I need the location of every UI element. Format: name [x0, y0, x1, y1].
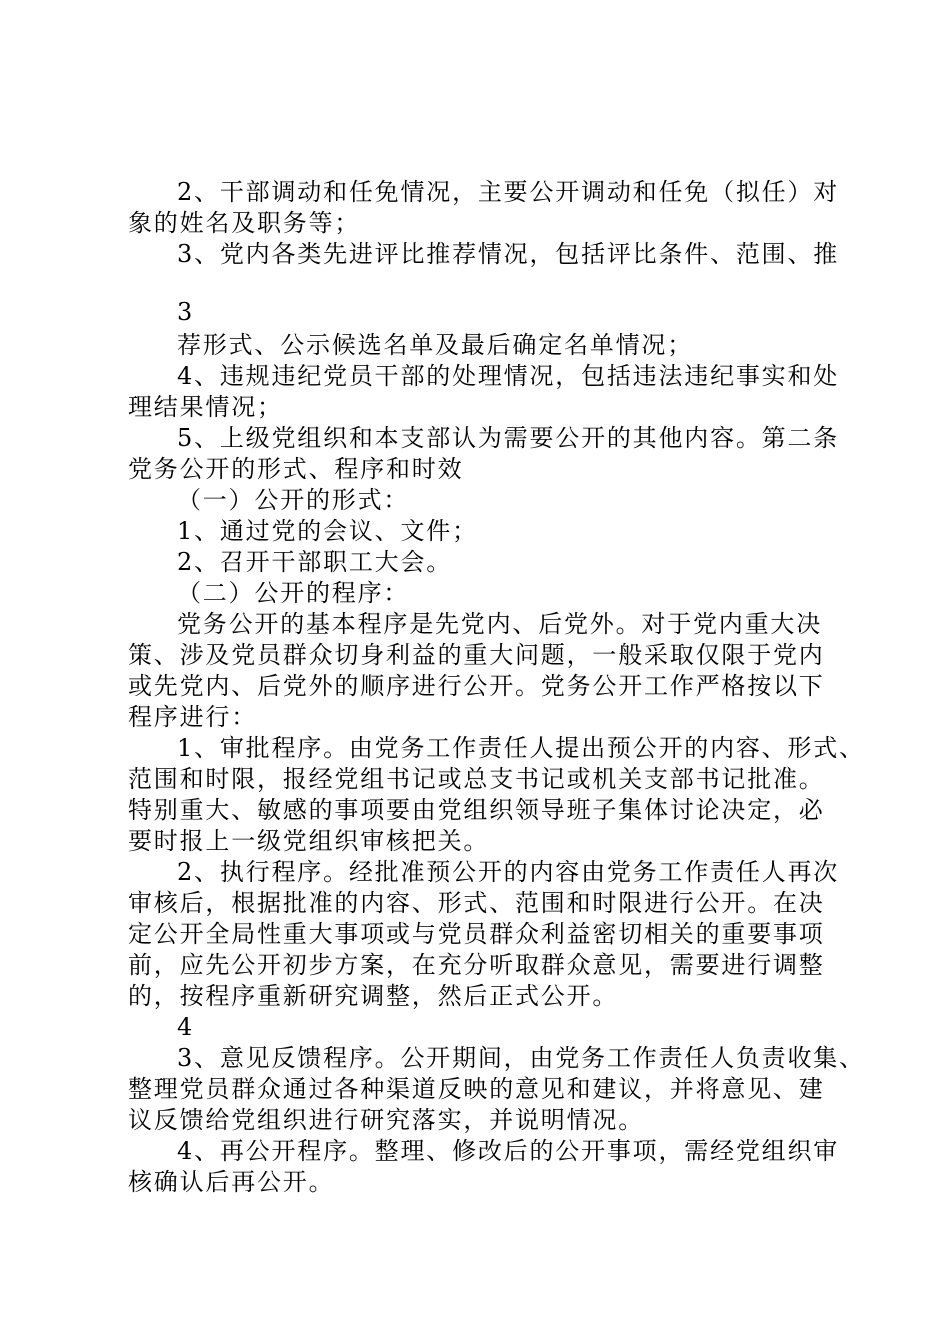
section-heading: （二）公开的程序：	[177, 579, 410, 607]
paragraph-line: 2、召开干部职工大会。	[177, 548, 453, 576]
paragraph-line: 核确认后再公开。	[128, 1168, 335, 1196]
paragraph-line: 象的姓名及职务等；	[128, 209, 361, 237]
paragraph-line: 策、涉及党员群众切身利益的重大问题，一般采取仅限于党内	[128, 641, 825, 669]
paragraph-line: 定公开全局性重大事项或与党员群众利益密切相关的重要事项	[128, 920, 825, 948]
paragraph-line: 2、干部调动和任免情况，主要公开调动和任免（拟任）对	[177, 178, 840, 206]
paragraph-line: 党务公开的基本程序是先党内、后党外。对于党内重大决	[177, 610, 822, 638]
paragraph-line: 审核后，根据批准的内容、形式、范围和时限进行公开。在决	[128, 889, 825, 917]
paragraph-line: 1、审批程序。由党务工作责任人提出预公开的内容、形式、	[177, 734, 865, 762]
page-number: 4	[177, 1013, 195, 1041]
paragraph-line: 2、执行程序。经批准预公开的内容由党务工作责任人再次	[177, 858, 840, 886]
paragraph-line: 前，应先公开初步方案，在充分听取群众意见，需要进行调整	[128, 951, 825, 979]
paragraph-line: 范围和时限，报经党组书记或总支书记或机关支部书记批准。	[128, 765, 825, 793]
paragraph-line: 整理党员群众通过各种渠道反映的意见和建议，并将意见、建	[128, 1075, 825, 1103]
paragraph-line: 1、通过党的会议、文件；	[177, 517, 478, 545]
paragraph-line: 特别重大、敏感的事项要由党组织领导班子集体讨论决定，必	[128, 796, 825, 824]
paragraph-line: 5、上级党组织和本支部认为需要公开的其他内容。第二条	[177, 424, 840, 452]
paragraph-line: 或先党内、后党外的顺序进行公开。党务公开工作严格按以下	[128, 672, 825, 700]
paragraph-line: 4、再公开程序。整理、修改后的公开事项，需经党组织审	[177, 1137, 840, 1165]
paragraph-line: 3、党内各类先进评比推荐情况，包括评比条件、范围、推	[177, 240, 840, 268]
paragraph-line: 4、违规违纪党员干部的处理情况，包括违法违纪事实和处	[177, 362, 840, 390]
paragraph-line: 党务公开的形式、程序和时效	[128, 455, 464, 483]
paragraph-line: 荐形式、公示候选名单及最后确定名单情况；	[177, 331, 693, 359]
paragraph-line: 3、意见反馈程序。公开期间，由党务工作责任人负责收集、	[177, 1044, 865, 1072]
section-heading: （一）公开的形式：	[177, 486, 410, 514]
paragraph-line: 要时报上一级党组织审核把关。	[128, 827, 490, 855]
paragraph-line: 的，按程序重新研究调整，然后正式公开。	[128, 982, 619, 1010]
paragraph-line: 议反馈给党组织进行研究落实，并说明情况。	[128, 1106, 644, 1134]
paragraph-line: 程序进行：	[128, 703, 257, 731]
paragraph-line: 理结果情况；	[128, 393, 283, 421]
page-number: 3	[177, 298, 195, 326]
